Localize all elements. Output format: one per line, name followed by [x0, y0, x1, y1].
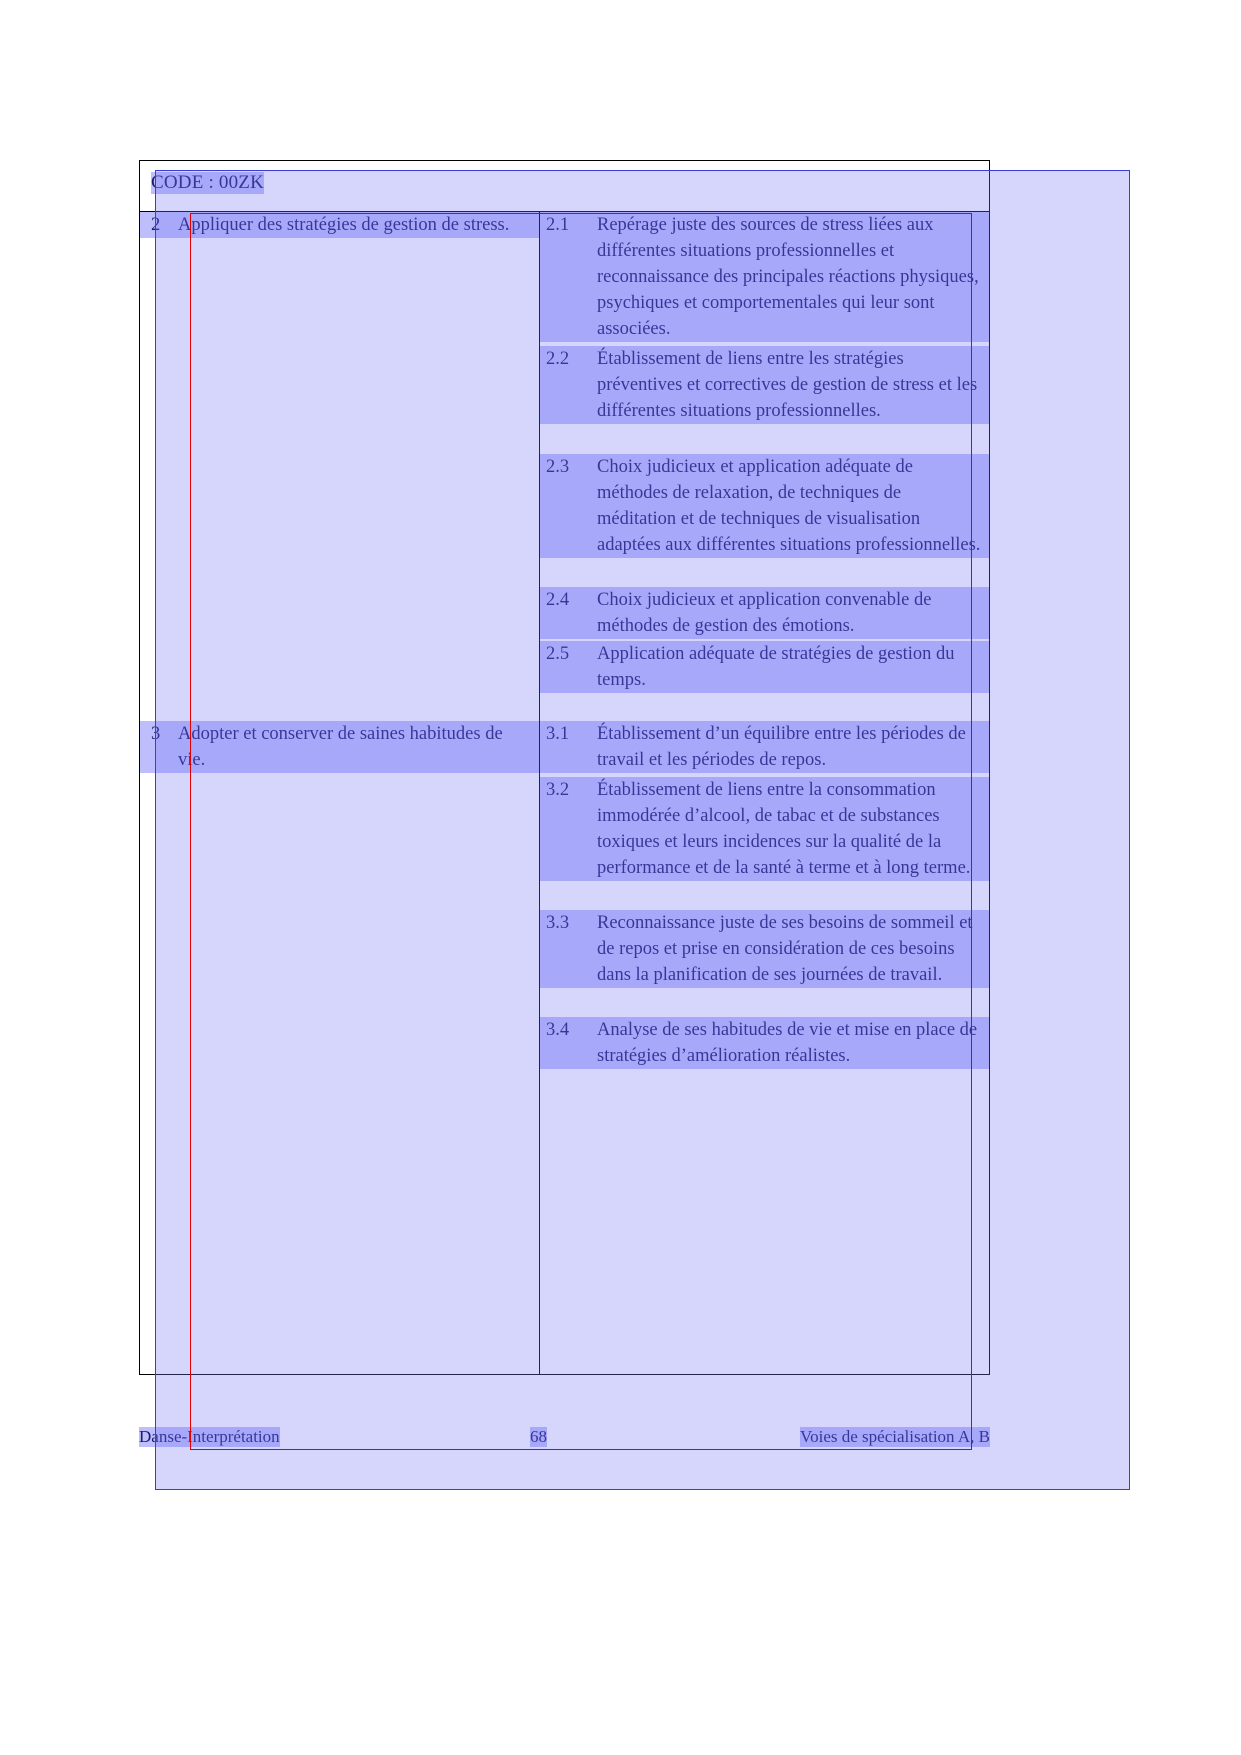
criterion-text: Choix judicieux et application adéquate de méthodes de relaxation, de techniques de méditation et de techniques de visualisation adaptées aux différentes situations professionnelles.	[597, 454, 989, 558]
page-footer	[139, 1427, 990, 1451]
criterion-number: 3.3	[540, 910, 597, 988]
criterion-text: Application adéquate de stratégies de gestion du temps.	[597, 641, 989, 693]
criterion-text: Repérage juste des sources de stress liées aux différentes situations professionnelles et reconnaissance des principales réactions physiques, psychiques et comportementales qui leur sont associées.	[597, 212, 989, 342]
criterion-number: 2.2	[540, 346, 597, 424]
footer-right-text: Voies de spécialisation A, B	[800, 1427, 990, 1446]
criterion-number: 3.2	[540, 777, 597, 881]
criterion-text: Reconnaissance juste de ses besoins de sommeil et de repos et prise en considération de ces besoins dans la planification de ses journées de travail.	[597, 910, 989, 988]
code-label: CODE : 00ZK	[151, 172, 265, 193]
footer-left-text: Danse-Interprétation	[139, 1427, 280, 1446]
competency-table	[139, 160, 990, 1375]
criterion-number: 2.3	[540, 454, 597, 558]
criterion-row	[540, 454, 989, 558]
criterion-row	[540, 587, 989, 639]
criterion-text: Établissement d’un équilibre entre les périodes de travail et les périodes de repos.	[597, 721, 989, 773]
criterion-number: 2.4	[540, 587, 597, 639]
competency-block-3	[140, 721, 539, 773]
competency-number: 2	[140, 212, 178, 238]
criterion-text: Établissement de liens entre la consommation immodérée d’alcool, de tabac et de substances toxiques et leurs incidences sur la qualité de la performance et de la santé à terme et à long terme.	[597, 777, 989, 881]
table-header-row	[140, 161, 989, 212]
competency-text: Appliquer des stratégies de gestion de stress.	[178, 212, 539, 238]
criterion-number: 2.5	[540, 641, 597, 693]
criterion-number: 2.1	[540, 212, 597, 342]
criterion-number: 3.4	[540, 1017, 597, 1069]
competency-number: 3	[140, 721, 178, 773]
competency-text: Adopter et conserver de saines habitudes de vie.	[178, 721, 539, 773]
criterion-row	[540, 1017, 989, 1069]
competency-block-2	[140, 212, 539, 238]
criterion-row	[540, 212, 989, 342]
competencies-column	[140, 212, 540, 1374]
table-body-row	[140, 212, 989, 1374]
criterion-row	[540, 721, 989, 773]
footer-page-number: 68	[530, 1427, 547, 1446]
criterion-text: Établissement de liens entre les stratégies préventives et correctives de gestion de stress et les différentes situations professionnelles.	[597, 346, 989, 424]
criterion-row	[540, 777, 989, 881]
criterion-text: Analyse de ses habitudes de vie et mise en place de stratégies d’amélioration réalistes.	[597, 1017, 989, 1069]
criterion-row	[540, 910, 989, 988]
criterion-row	[540, 641, 989, 693]
criterion-number: 3.1	[540, 721, 597, 773]
criterion-text: Choix judicieux et application convenable de méthodes de gestion des émotions.	[597, 587, 989, 639]
criterion-row	[540, 346, 989, 424]
criteria-column	[540, 212, 989, 1374]
